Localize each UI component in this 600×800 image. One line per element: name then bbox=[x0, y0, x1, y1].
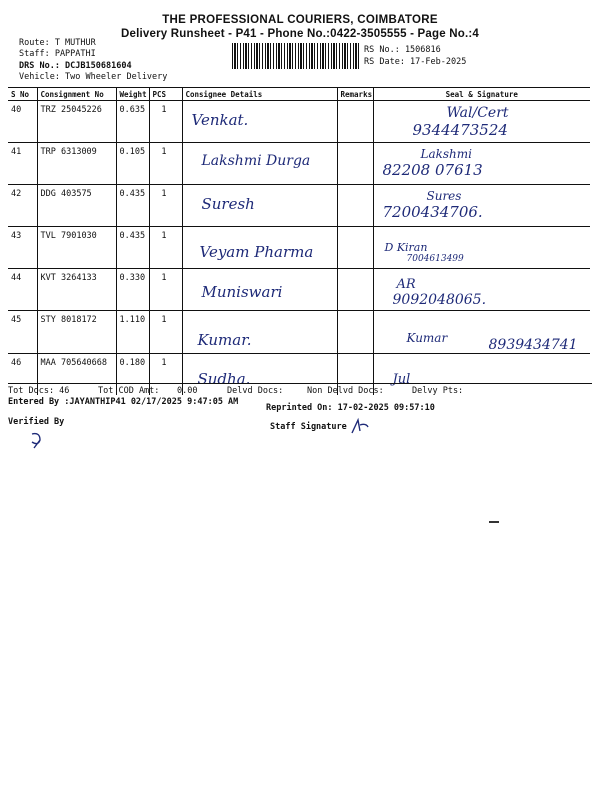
consignee-handwriting: Veyam Pharma bbox=[199, 243, 314, 261]
table-row bbox=[8, 354, 590, 396]
seal-phone: 9092048065. bbox=[392, 292, 487, 308]
seal-phone: 7200434706. bbox=[382, 203, 483, 221]
pcs-cell: 1 bbox=[161, 105, 167, 115]
consignment-cell: STY 8018172 bbox=[37, 311, 116, 354]
consignee-handwriting: Muniswari bbox=[201, 283, 283, 301]
verified-by-label: Verified By bbox=[8, 417, 65, 427]
seal-cell bbox=[373, 143, 590, 185]
pcs-cell-wrap bbox=[149, 143, 182, 185]
pcs-cell-wrap bbox=[149, 227, 182, 269]
rs-date: RS Date: 17-Feb-2025 bbox=[364, 57, 467, 67]
sno-cell: 40 bbox=[8, 101, 37, 143]
remarks-cell bbox=[337, 185, 373, 227]
pcs-cell-wrap bbox=[149, 311, 182, 354]
seal-cell bbox=[373, 185, 590, 227]
consignment-cell: KVT 3264133 bbox=[37, 269, 116, 311]
pcs-cell: 1 bbox=[161, 273, 167, 283]
weight-cell: 0.435 bbox=[116, 185, 149, 227]
table-row bbox=[8, 269, 590, 311]
sno-cell: 41 bbox=[8, 143, 37, 185]
footer-divider bbox=[8, 383, 592, 384]
sno-cell: 42 bbox=[8, 185, 37, 227]
barcode bbox=[232, 43, 360, 69]
consignee-cell bbox=[182, 227, 337, 269]
sno-cell: 46 bbox=[11, 358, 22, 368]
remarks-cell bbox=[337, 311, 373, 354]
pcs-cell-wrap bbox=[149, 269, 182, 311]
consignment-cell: TVL 7901030 bbox=[37, 227, 116, 269]
seal-phone: 8939434741 bbox=[488, 337, 578, 353]
consignee-cell bbox=[182, 143, 337, 185]
col-sno: S No bbox=[8, 88, 37, 101]
col-pcs: PCS bbox=[149, 88, 182, 101]
consignee-handwriting: Lakshmi Durga bbox=[201, 153, 311, 169]
seal-signature: Jul bbox=[392, 372, 411, 387]
seal-signature: AR bbox=[396, 277, 416, 292]
seal-signature: Sures bbox=[426, 189, 462, 203]
runsheet-table bbox=[8, 87, 590, 395]
consignee-cell bbox=[182, 269, 337, 311]
col-weight: Weight bbox=[116, 88, 149, 101]
vehicle-label: Vehicle: Two Wheeler Delivery bbox=[19, 72, 168, 82]
col-consignment: Consignment No bbox=[37, 88, 116, 101]
remarks-cell bbox=[337, 143, 373, 185]
consignment-cell: MAA 705640668 bbox=[37, 354, 116, 396]
delivered-docs: Delvd Docs: bbox=[227, 386, 284, 396]
seal-signature: D Kiran bbox=[384, 241, 428, 254]
route-label: Route: T MUTHUR bbox=[19, 38, 96, 48]
total-cod-label: Tot COD Amt: bbox=[98, 386, 160, 396]
table-header-row bbox=[8, 88, 590, 101]
consignee-handwriting: Kumar. bbox=[197, 331, 252, 349]
runsheet-title: Delivery Runsheet - P41 - Phone No.:0422-3505555 - Page No.:4 bbox=[121, 28, 479, 40]
verified-signature-mark bbox=[28, 428, 52, 452]
seal-phone: 9344473524 bbox=[412, 121, 508, 139]
seal-signature: Wal/Cert bbox=[446, 105, 509, 121]
seal-cell bbox=[373, 311, 590, 354]
sno-cell: 44 bbox=[8, 269, 37, 311]
pcs-cell-wrap bbox=[149, 185, 182, 227]
seal-phone: 7004613499 bbox=[406, 254, 464, 264]
consignee-cell bbox=[182, 311, 337, 354]
table-row bbox=[8, 143, 590, 185]
consignment-cell: TRP 6313009 bbox=[37, 143, 116, 185]
consignee-handwriting: Suresh bbox=[201, 195, 255, 213]
weight-cell: 1.110 bbox=[116, 311, 149, 354]
consignee-handwriting: Venkat. bbox=[191, 111, 249, 129]
col-consignee: Consignee Details bbox=[182, 88, 337, 101]
seal-cell bbox=[373, 227, 590, 269]
staff-signature-mark bbox=[350, 417, 372, 435]
pcs-cell: 1 bbox=[161, 147, 167, 157]
total-docs: Tot Docs: 46 bbox=[8, 386, 70, 396]
pcs-cell: 1 bbox=[161, 189, 167, 199]
sno-cell: 43 bbox=[8, 227, 37, 269]
consignee-cell bbox=[182, 185, 337, 227]
sno-cell: 45 bbox=[8, 311, 37, 354]
table-row bbox=[8, 101, 590, 143]
seal-cell bbox=[373, 269, 590, 311]
scan-mark bbox=[488, 520, 502, 526]
company-title: THE PROFESSIONAL COURIERS, COIMBATORE bbox=[162, 14, 438, 26]
consignee-cell bbox=[182, 101, 337, 143]
seal-signature: Lakshmi bbox=[420, 147, 472, 161]
weight-cell: 0.435 bbox=[116, 227, 149, 269]
drs-number: DRS No.: DCJB150681604 bbox=[19, 61, 132, 71]
delivery-points: Delvy Pts: bbox=[412, 386, 464, 396]
seal-cell bbox=[373, 101, 590, 143]
entered-by: Entered By :JAYANTHIP41 02/17/2025 9:47:05 AM bbox=[8, 397, 239, 407]
weight-cell: 0.180 bbox=[116, 354, 149, 396]
pcs-cell: 1 bbox=[161, 231, 167, 241]
pcs-cell: 1 bbox=[161, 315, 167, 325]
non-delivered-docs: Non Delvd Docs: bbox=[307, 386, 384, 396]
total-cod-value: 0.00 bbox=[177, 386, 198, 396]
seal-cell bbox=[373, 354, 590, 396]
weight-cell: 0.105 bbox=[116, 143, 149, 185]
table-row bbox=[8, 185, 590, 227]
weight-cell: 0.635 bbox=[116, 101, 149, 143]
remarks-cell bbox=[337, 227, 373, 269]
rs-number: RS No.: 1506816 bbox=[364, 45, 441, 55]
col-remarks: Remarks bbox=[337, 88, 373, 101]
remarks-cell bbox=[337, 101, 373, 143]
staff-signature-label: Staff Signature bbox=[270, 422, 347, 432]
consignment-cell: DDG 403575 bbox=[37, 185, 116, 227]
remarks-cell bbox=[337, 269, 373, 311]
consignee-handwriting: Sudha. bbox=[197, 370, 251, 388]
seal-phone: 82208 07613 bbox=[382, 161, 483, 179]
pcs-cell: 1 bbox=[161, 358, 167, 368]
staff-label: Staff: PAPPATHI bbox=[19, 49, 96, 59]
pcs-cell-wrap bbox=[149, 101, 182, 143]
table-row bbox=[8, 311, 590, 354]
seal-signature: Kumar bbox=[406, 331, 448, 345]
consignment-cell: TRZ 25045226 bbox=[37, 101, 116, 143]
table-row bbox=[8, 227, 590, 269]
col-seal: Seal & Signature bbox=[373, 88, 590, 101]
weight-cell: 0.330 bbox=[116, 269, 149, 311]
reprinted-on: Reprinted On: 17-02-2025 09:57:10 bbox=[266, 403, 435, 413]
